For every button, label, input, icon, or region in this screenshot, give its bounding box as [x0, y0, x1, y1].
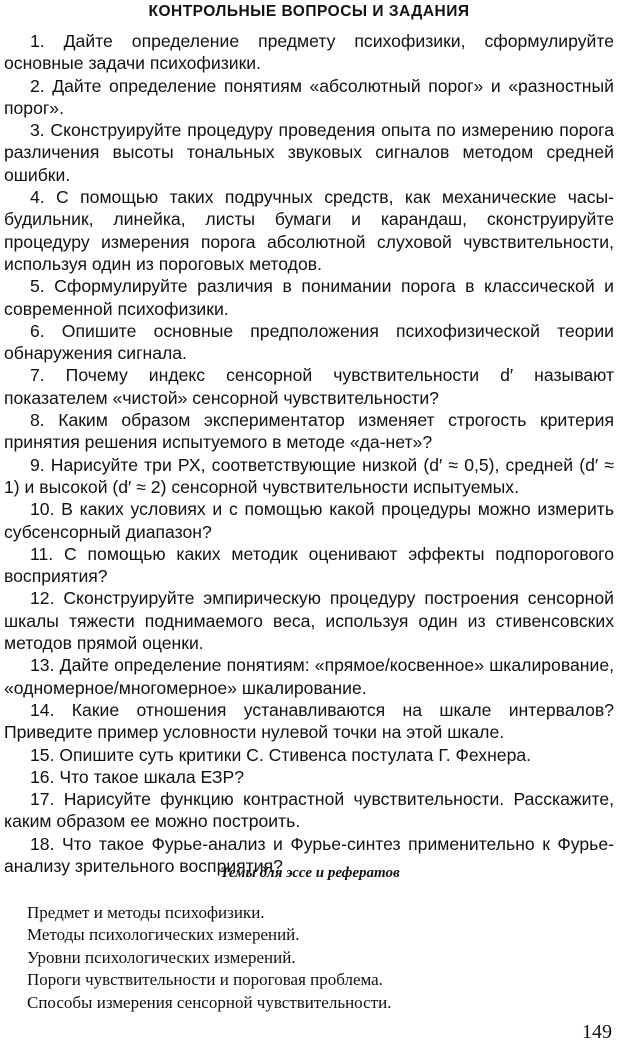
- question-item: 7. Почему индекс сенсорной чувствительности d′ называют показателем «чистой» сенсорной чувствительности?: [4, 365, 614, 408]
- question-item: 15. Опишите суть критики С. Стивенса постулата Г. Фехнера.: [30, 744, 532, 765]
- question-item: 4. С помощью таких подручных средств, как механические часы-будильник, линейка, листы бумаги и карандаш, сконструируйте процедуру измерения порога абсолютной слуховой чувствительности, используя один из пороговых методов.: [4, 187, 614, 274]
- essay-topic-item: Уровни психологических измерений.: [27, 947, 296, 967]
- essay-topics-list: [27, 902, 391, 1014]
- question-item: 10. В каких условиях и с помощью какой процедуры можно измерить субсенсорный диапазон?: [4, 499, 614, 542]
- page-number: 149: [582, 1021, 612, 1043]
- question-item: 14. Какие отношения устанавливаются на шкале интервалов? Приведите пример условности нулевой точки на этой шкале.: [4, 699, 614, 743]
- question-item: 12. Сконструируйте эмпирическую процедуру построения сенсорной шкалы тяжести поднимаемого веса, используя один из стивенсовских методов прямой оценки.: [4, 588, 614, 654]
- question-item: 1. Дайте определение предмету психофизики, сформулируйте основные задачи психофизики.: [4, 31, 614, 74]
- essay-topic-item: Пороги чувствительности и пороговая проблема.: [27, 970, 383, 990]
- question-item: 9. Нарисуйте три РХ, соответствующие низкой (d′ ≈ 0,5), средней (d′ ≈ 1) и высокой (d′ ≈ 2) сенсорной чувствительности испытуемых.: [4, 454, 614, 497]
- question-item: 13. Дайте определение понятиям: «прямое/косвенное» шкалирование, «одномерное/многомерное» шкалирование.: [4, 655, 614, 698]
- question-item: 17. Нарисуйте функцию контрастной чувствительности. Расскажите, каким образом ее можно построить.: [4, 789, 614, 832]
- question-item: 16. Что такое шкала ЕЗР?: [30, 766, 245, 787]
- essay-topic-item: Способы измерения сенсорной чувствительности.: [27, 992, 392, 1012]
- question-item: 3. Сконструируйте процедуру проведения опыта по измерению порога различения высоты тональных звуковых сигналов методом средней ошибки.: [4, 120, 614, 185]
- question-item: 6. Опишите основные предположения психофизической теории обнаружения сигнала.: [4, 320, 614, 364]
- question-item: 11. С помощью каких методик оценивают эффекты подпорогового восприятия?: [4, 543, 614, 587]
- question-item: 5. Сформулируйте различия в понимании порога в классической и современной психофизики.: [4, 276, 614, 319]
- questions-list: [4, 30, 614, 877]
- essay-topic-item: Методы психологических измерений.: [27, 925, 300, 945]
- question-item: 2. Дайте определение понятиям «абсолютный порог» и «разностный порог».: [4, 75, 614, 118]
- question-item: 18. Что такое Фурье-анализ и Фурье-синтез применительно к Фурье-анализу зрительного восприятия?: [4, 833, 614, 876]
- essay-topics-title: Темы для эссе и рефератов: [220, 865, 400, 881]
- essay-topic-item: Предмет и методы психофизики.: [27, 903, 265, 922]
- question-item: 8. Каким образом экспериментатор изменяет строгость критерия принятия решения испытуемого в методе «да-нет»?: [4, 410, 614, 453]
- section-title: КОНТРОЛЬНЫЕ ВОПРОСЫ И ЗАДАНИЯ: [148, 3, 470, 20]
